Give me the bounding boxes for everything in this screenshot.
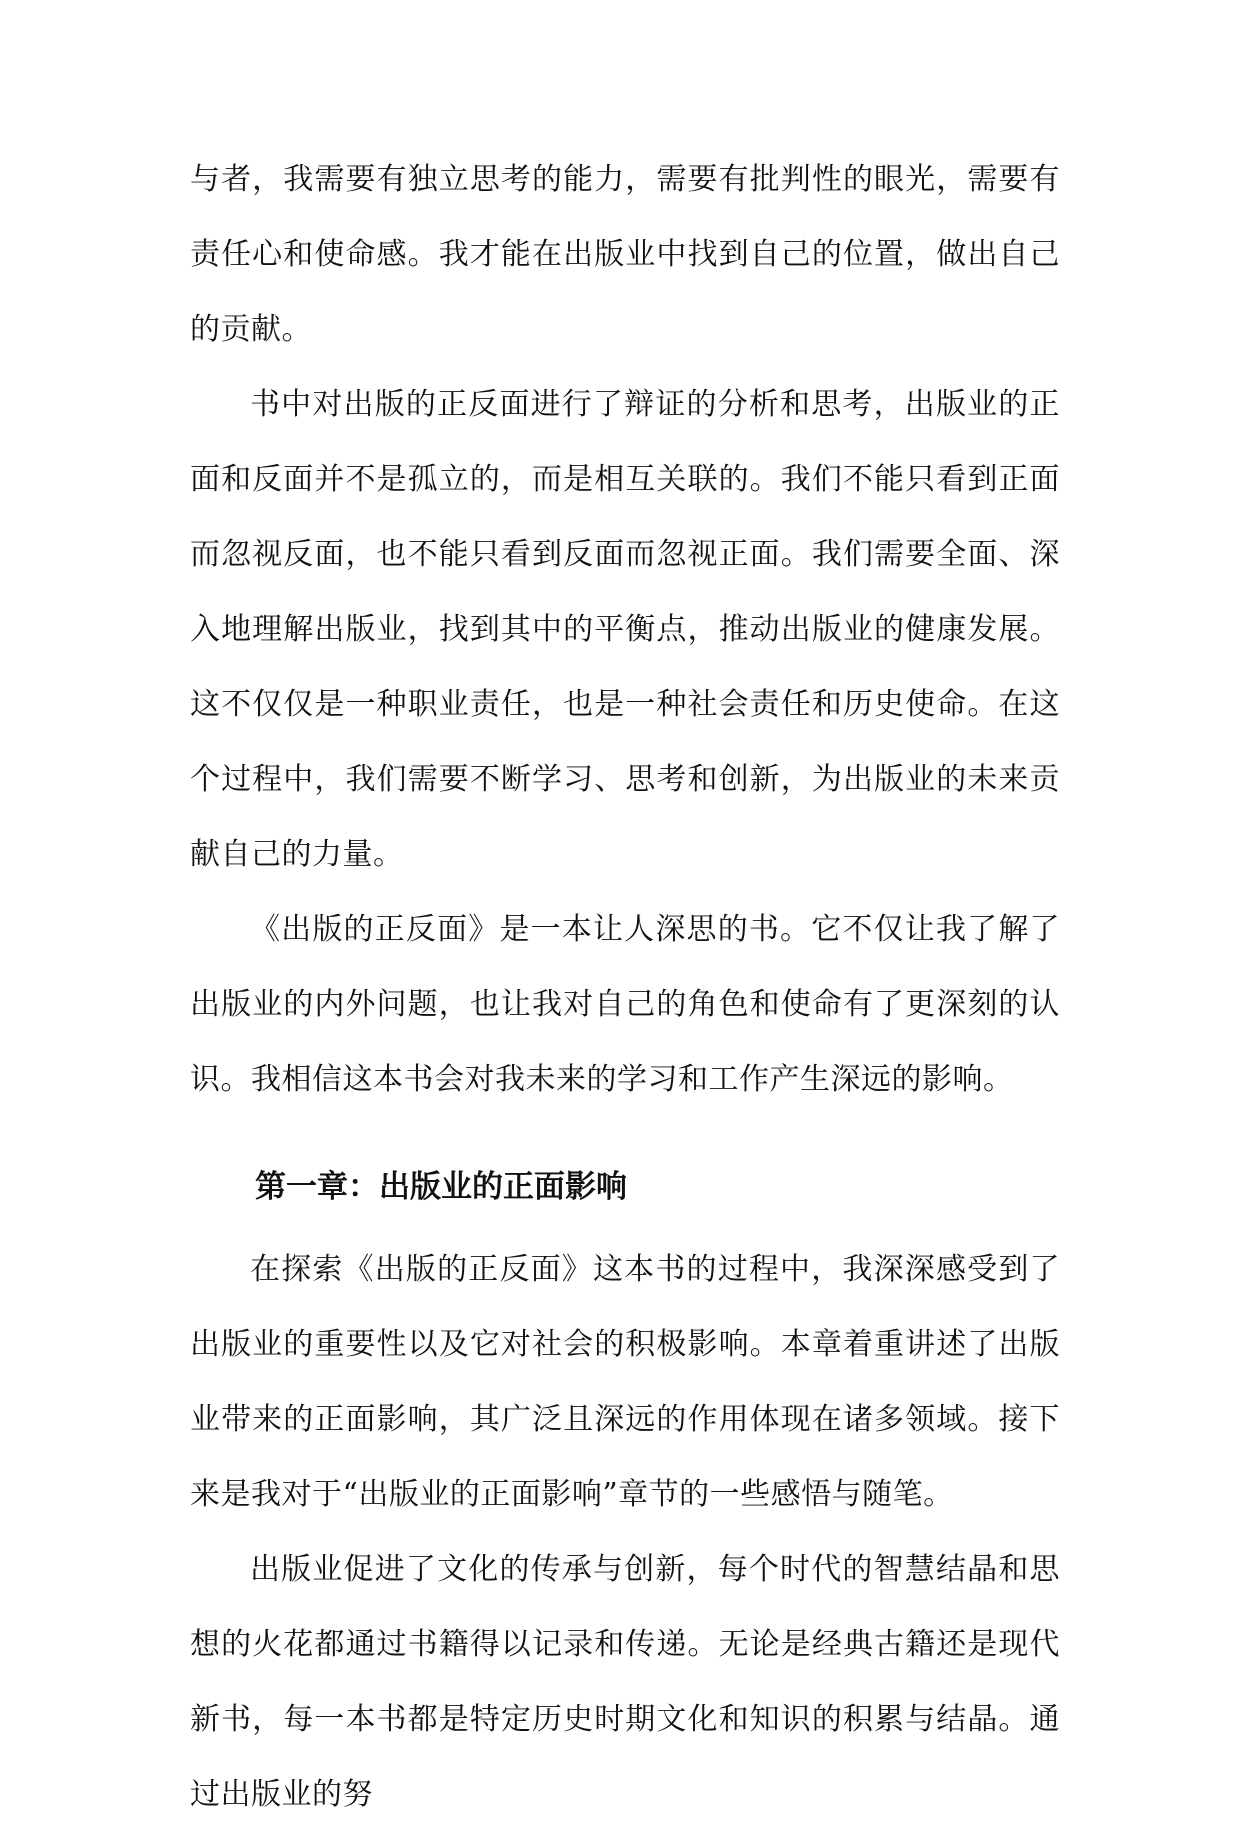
paragraph-4: 在探索《出版的正反面》这本书的过程中，我深深感受到了出版业的重要性以及它对社会的积极影响。本章着重讲述了出版业带来的正面影响，其广泛且深远的作用体现在诸多领域。接下来是我对于“出版业的正面影响”章节的一些感悟与随笔。 <box>190 1252 1060 1512</box>
paragraph-5: 出版业促进了文化的传承与创新，每个时代的智慧结晶和思想的火花都通过书籍得以记录和传递。无论是经典古籍还是现代新书，每一本书都是特定历史时期文化和知识的积累与结晶。通过出版业的努 <box>190 1552 1060 1812</box>
paragraph-3: 《出版的正反面》是一本让人深思的书。它不仅让我了解了出版业的内外问题，也让我对自己的角色和使命有了更深刻的认识。我相信这本书会对我未来的学习和工作产生深远的影响。 <box>190 912 1060 1097</box>
paragraph-1: 与者，我需要有独立思考的能力，需要有批判性的眼光，需要有责任心和使命感。我才能在出版业中找到自己的位置，做出自己的贡献。 <box>190 162 1060 347</box>
chapter-heading: 第一章：出版业的正面影响 <box>255 1169 627 1205</box>
text-column <box>190 142 1060 1832</box>
paragraph-2: 书中对出版的正反面进行了辩证的分析和思考，出版业的正面和反面并不是孤立的，而是相互关联的。我们不能只看到正面而忽视反面，也不能只看到反面而忽视正面。我们需要全面、深入地理解出版业，找到其中的平衡点，推动出版业的健康发展。这不仅仅是一种职业责任，也是一种社会责任和历史使命。在这个过程中，我们需要不断学习、思考和创新，为出版业的未来贡献自己的力量。 <box>190 387 1060 872</box>
